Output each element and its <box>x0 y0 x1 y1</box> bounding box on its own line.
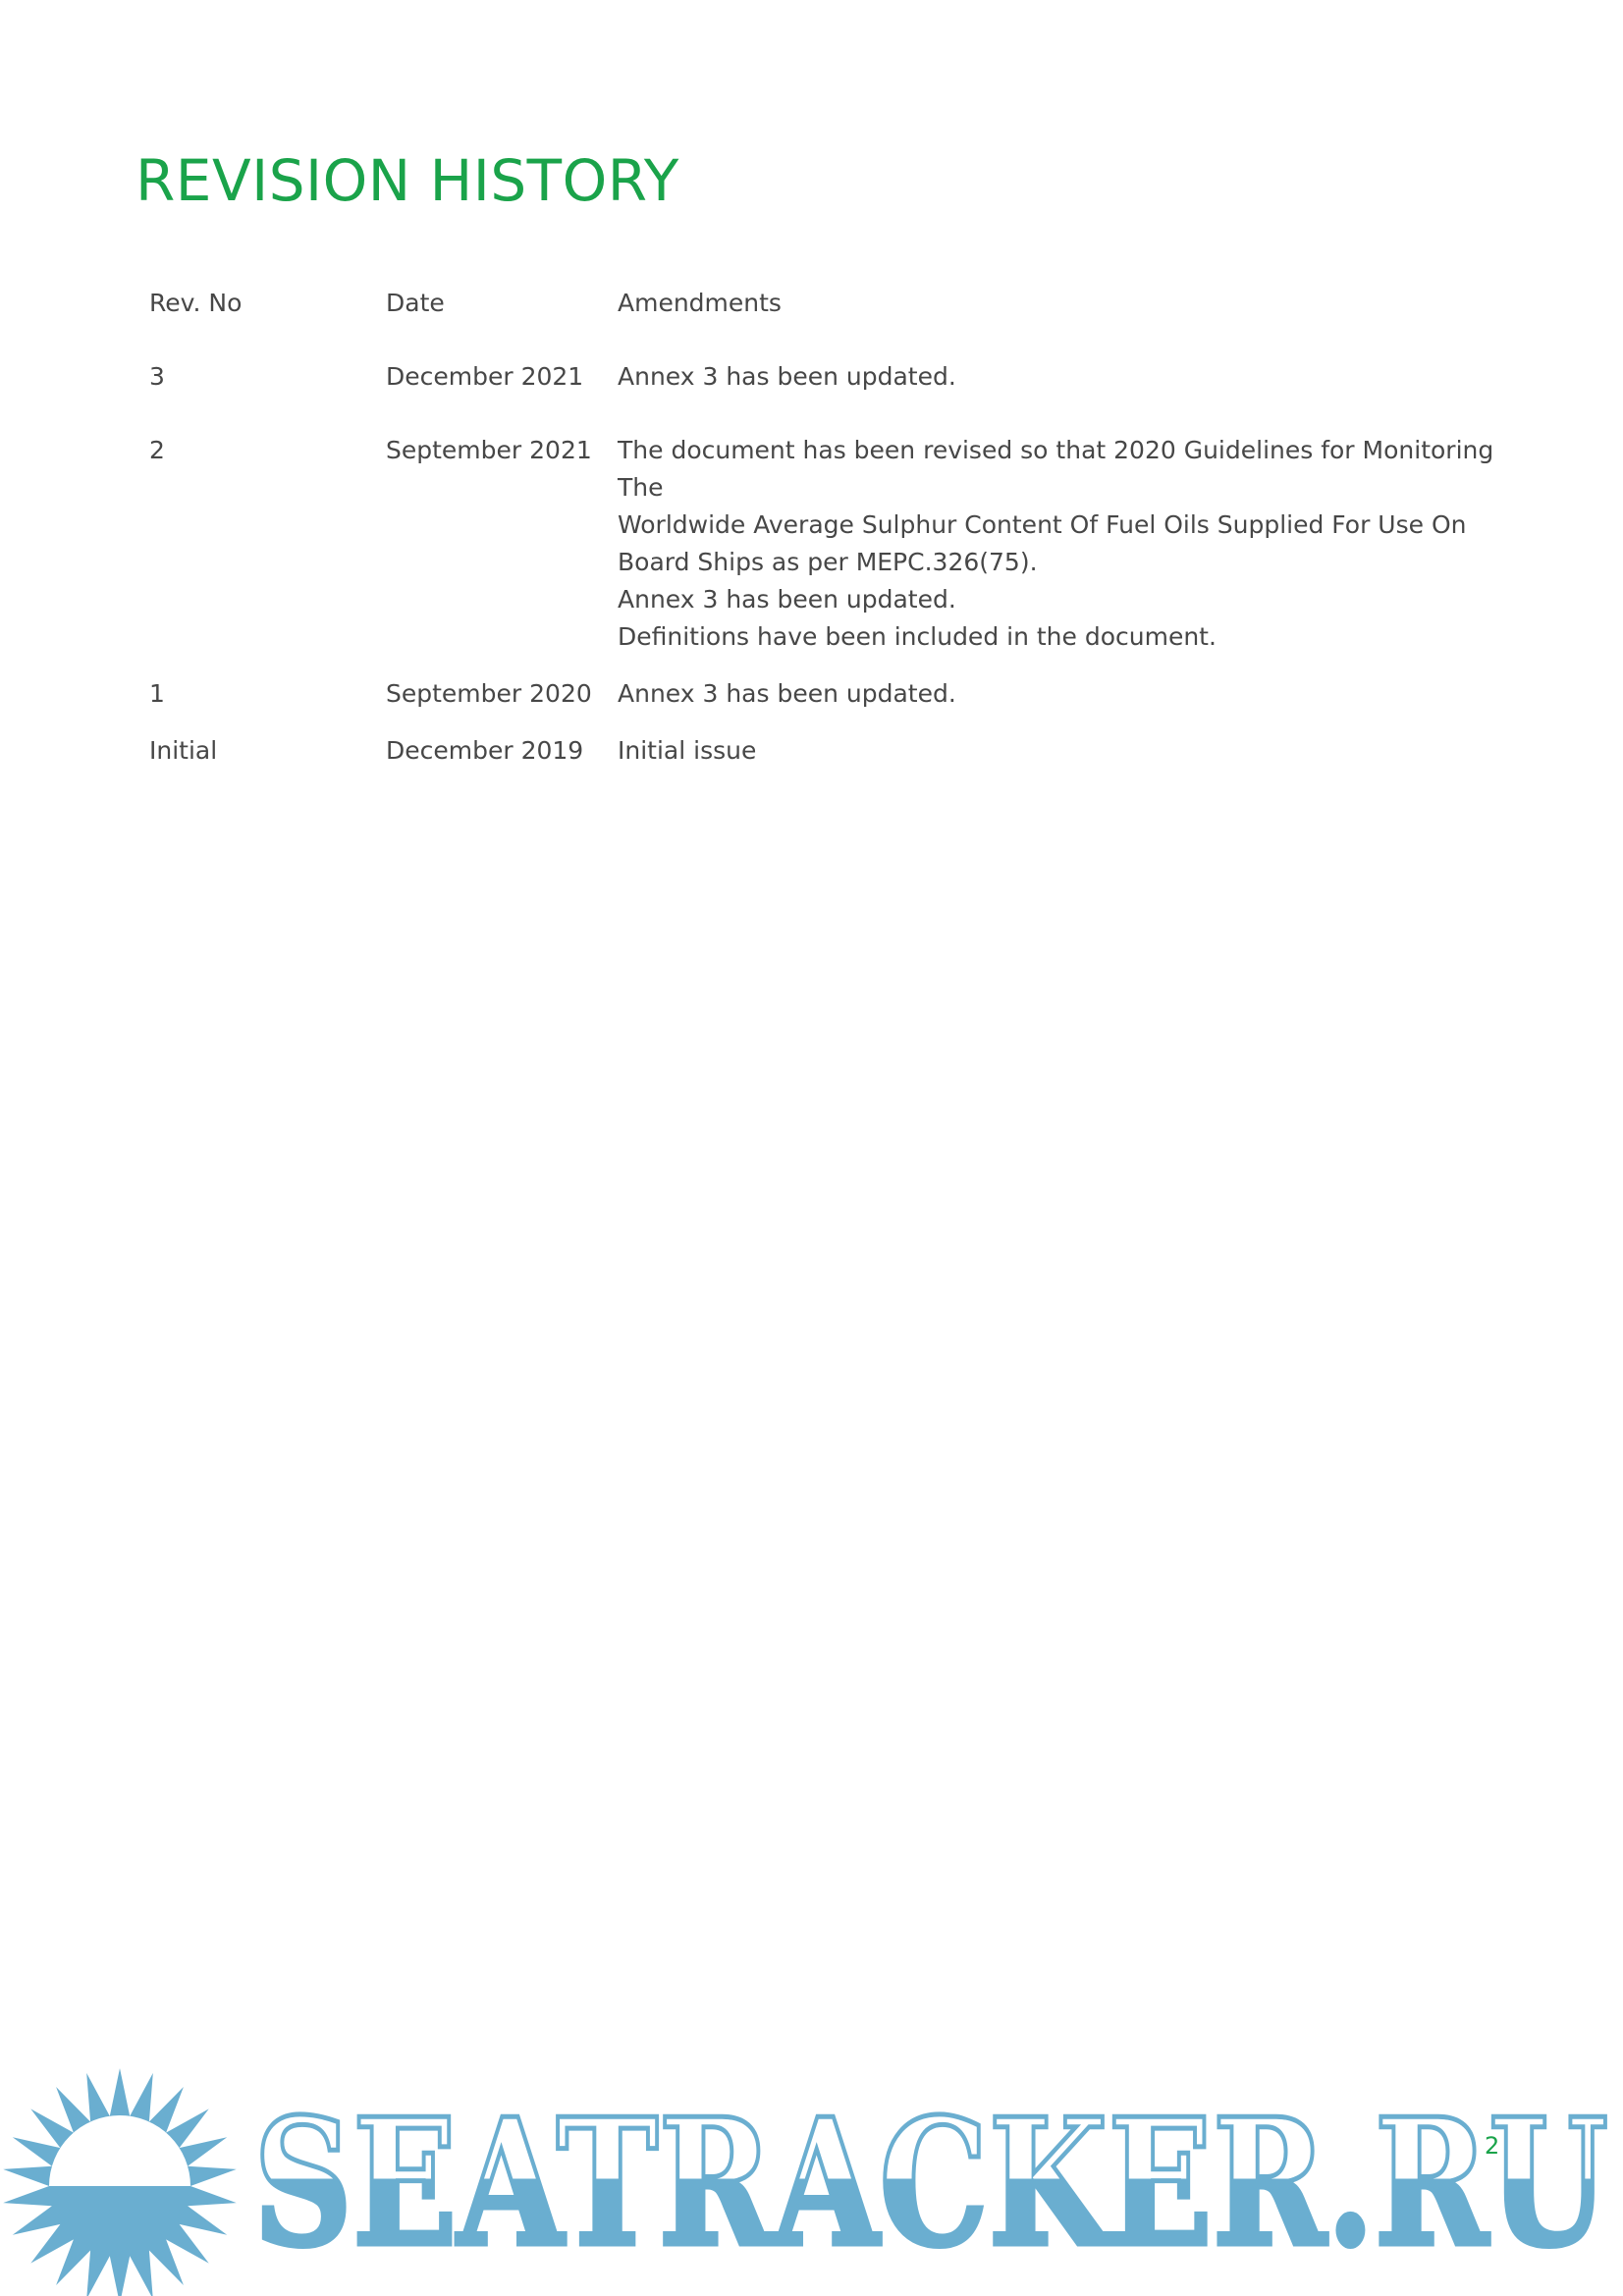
cell-rev-no: Initial <box>149 736 218 765</box>
cell-date: September 2021 <box>386 436 592 464</box>
amendment-line: Board Ships as per MEPC.326(75). <box>618 548 1038 576</box>
cell-amendments <box>618 675 1501 713</box>
revision-table <box>137 285 1512 806</box>
cell-rev-no: 3 <box>149 362 165 391</box>
amendment-line: Annex 3 has been updated. <box>618 585 956 614</box>
page-number: 2 <box>1485 2132 1500 2160</box>
cell-date: December 2021 <box>386 362 584 391</box>
header-rev-no: Rev. No <box>149 289 243 317</box>
amendment-line: Initial issue <box>618 736 757 765</box>
amendment-line: Definitions have been included in the document. <box>618 622 1217 651</box>
cell-amendments <box>618 732 1501 770</box>
table-row <box>137 358 1512 396</box>
cell-amendments <box>618 358 1501 396</box>
cell-rev-no: 2 <box>149 436 165 464</box>
amendment-line: The document has been revised so that 2020 Guidelines for Monitoring The <box>618 436 1494 502</box>
cell-date: September 2020 <box>386 679 592 708</box>
sun-logo-icon <box>3 2068 237 2296</box>
amendment-line: Annex 3 has been updated. <box>618 362 956 391</box>
amendment-line: Worldwide Average Sulphur Content Of Fuel Oils Supplied For Use On <box>618 510 1467 539</box>
cell-date: December 2019 <box>386 736 584 765</box>
amendment-line: Annex 3 has been updated. <box>618 679 956 708</box>
watermark-text: SEATRACKER.RU <box>253 2080 1608 2285</box>
table-row <box>137 732 1512 770</box>
table-row <box>137 432 1512 656</box>
table-header-row <box>137 285 1512 322</box>
watermark-logo <box>0 2052 1623 2296</box>
cell-amendments <box>618 432 1501 656</box>
header-date: Date <box>386 289 445 317</box>
page-title: REVISION HISTORY <box>135 147 679 214</box>
header-amendments: Amendments <box>618 289 782 317</box>
table-row <box>137 675 1512 713</box>
cell-rev-no: 1 <box>149 679 165 708</box>
